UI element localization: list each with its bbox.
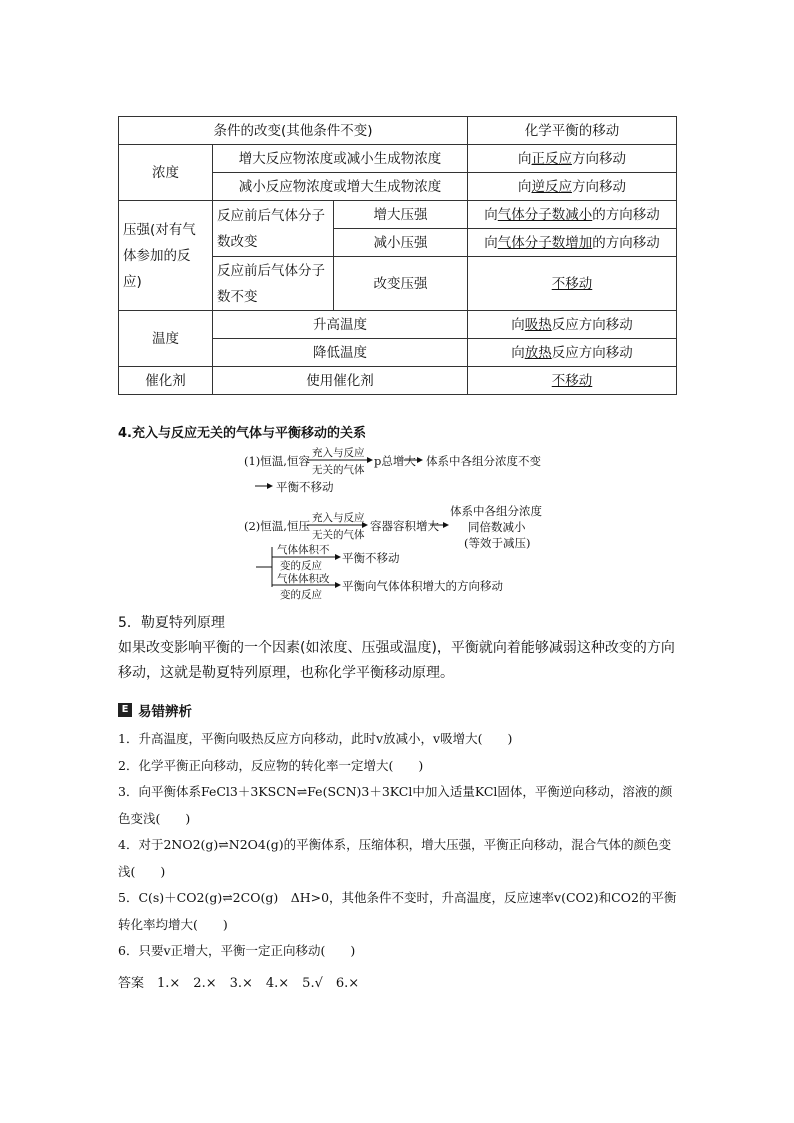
list-item: 6．只要v正增大，平衡一定正向移动( ) [118, 943, 356, 958]
d2-result-a: 体系中各组分浓度 [450, 504, 542, 518]
temp-down-result: 向放热反应方向移动 [468, 339, 677, 367]
d1-top: 充入与反应 [312, 447, 365, 459]
d2-prefix: (2)恒温,恒压 [244, 519, 310, 533]
table-head-right: 化学平衡的移动 [468, 117, 677, 145]
mistake-badge-icon: E [118, 703, 132, 717]
list-item: 3．向平衡体系FeCl3＋3KSCN⇌Fe(SCN)3＋3KCl中加入适量KCl固体，平衡逆向移动，溶液的颜色变浅( ) [118, 784, 673, 826]
catalyst-result: 不移动 [468, 367, 677, 395]
d1-result2: 平衡不移动 [276, 480, 334, 494]
d2-bottom: 无关的气体 [312, 529, 365, 541]
equilibrium-shift-table [118, 116, 677, 395]
d1-mid: p总增大 [374, 454, 416, 468]
list-item: 4．对于2NO2(g)⇌N2O4(g)的平衡体系，压缩体积，增大压强，平衡正向移动，混合气体的颜色变浅( ) [118, 837, 672, 879]
temp-label: 温度 [119, 311, 213, 367]
d2-top: 充入与反应 [312, 512, 365, 524]
conc-label: 浓度 [119, 145, 213, 201]
d2-result-c: (等效于减压) [464, 536, 531, 550]
mistake-heading [118, 700, 192, 720]
section5-title: 5．勒夏特列原理 [118, 615, 225, 631]
d2-branch2-result: 平衡向气体体积增大的方向移动 [342, 579, 503, 593]
pressure-increase-result: 向气体分子数减小的方向移动 [468, 201, 677, 229]
d2-branch2-bottom: 变的反应 [280, 589, 322, 601]
list-item: 2．化学平衡正向移动，反应物的转化率一定增大( ) [118, 757, 424, 773]
temp-down: 降低温度 [213, 339, 468, 367]
list-item: 5．C(s)＋CO2(g)⇌2CO(g) ΔH>0，其他条件不变时，升高温度，反应速率v(CO2)和CO2的平衡转化率均增大( ) [118, 890, 677, 932]
d1-result: 体系中各组分浓度不变 [426, 454, 541, 468]
d1-prefix: (1)恒温,恒容 [244, 454, 310, 468]
mistake-list [118, 726, 678, 965]
pressure-label: 压强(对有气体参加的反应) [119, 201, 213, 311]
answer-line: 答案 1.× 2.× 3.× 4.× 5.√ 6.× [118, 976, 360, 991]
pressure-decrease: 减小压强 [334, 229, 468, 257]
section4-title: 4.充入与反应无关的气体与平衡移动的关系 [118, 426, 366, 441]
temp-up-result: 向吸热反应方向移动 [468, 311, 677, 339]
d2-branch1-bottom: 变的反应 [280, 560, 322, 572]
catalyst-use: 使用催化剂 [213, 367, 468, 395]
mistake-title: 易错辨析 [138, 704, 192, 720]
pressure-increase: 增大压强 [334, 201, 468, 229]
conc-row2-result: 向逆反应方向移动 [468, 173, 677, 201]
list-item: 1．升高温度，平衡向吸热反应方向移动，此时v放减小，v吸增大( ) [118, 731, 513, 746]
conc-row2: 减小反应物浓度或增大生成物浓度 [213, 173, 468, 201]
d2-branch1-top: 气体体积不 [277, 544, 330, 556]
temp-up: 升高温度 [213, 311, 468, 339]
d1-bottom: 无关的气体 [312, 464, 365, 476]
d2-mid: 容器容积增大 [370, 519, 439, 533]
d2-branch1-result: 平衡不移动 [342, 551, 400, 565]
d2-result-b: 同倍数减小 [468, 520, 526, 534]
table-head-left: 条件的改变(其他条件不变) [119, 117, 468, 145]
conc-row1-result: 向正反应方向移动 [468, 145, 677, 173]
d2-branch2-top: 气体体积改 [277, 573, 330, 585]
pressure-decrease-result: 向气体分子数增加的方向移动 [468, 229, 677, 257]
pressure-change: 改变压强 [334, 257, 468, 311]
pressure-sub1: 反应前后气体分子数改变 [213, 201, 334, 257]
section5-body: 如果改变影响平衡的一个因素(如浓度、压强或温度)，平衡就向着能够减弱这种改变的方向移动，这就是勒夏特列原理，也称化学平衡移动原理。 [118, 640, 675, 681]
pressure-change-result: 不移动 [468, 257, 677, 311]
catalyst-label: 催化剂 [119, 367, 213, 395]
conc-row1: 增大反应物浓度或减小生成物浓度 [213, 145, 468, 173]
inert-gas-diagram [240, 443, 550, 603]
pressure-sub2: 反应前后气体分子数不变 [213, 257, 334, 311]
